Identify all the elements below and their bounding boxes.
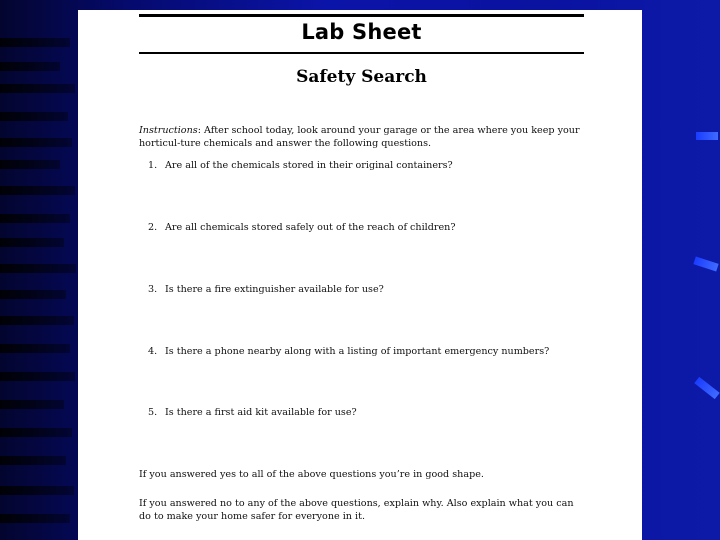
closing-no-paragraph: If you answered no to any of the above questions, explain why. Also explain what you can do to make your home safer for everyone in it. bbox=[139, 498, 574, 522]
background-accent bbox=[694, 377, 719, 399]
background-streak bbox=[0, 238, 64, 247]
background-streak bbox=[0, 514, 70, 523]
background-streak bbox=[0, 138, 72, 147]
question-text: Is there a fire extinguisher available for use? bbox=[165, 284, 384, 295]
question-number: 4. bbox=[148, 346, 158, 357]
title-bottom-rule bbox=[139, 52, 584, 54]
background-streak bbox=[0, 214, 70, 223]
background-streak bbox=[0, 400, 64, 409]
lab-sheet-page bbox=[78, 10, 642, 540]
instructions-paragraph bbox=[139, 124, 587, 150]
question-text: Are all chemicals stored safely out of the reach of children? bbox=[165, 222, 456, 233]
question-number: 3. bbox=[148, 284, 158, 295]
background-streak bbox=[0, 160, 60, 169]
background-streak bbox=[0, 456, 66, 465]
background-streak bbox=[0, 264, 76, 273]
background-streak bbox=[0, 290, 66, 299]
question-item bbox=[148, 159, 578, 172]
instructions-label: Instructions bbox=[139, 125, 198, 136]
question-text: Are all of the chemicals stored in their original containers? bbox=[165, 160, 453, 171]
instructions-text: : After school today, look around your garage or the area where you keep your horticul-ture chemicals and answer the following questions. bbox=[139, 125, 580, 149]
question-item bbox=[148, 345, 578, 358]
background-streak bbox=[0, 84, 75, 93]
title-top-rule bbox=[139, 14, 584, 17]
background-streak bbox=[0, 62, 60, 71]
background-streak bbox=[0, 316, 74, 325]
question-number: 5. bbox=[148, 407, 158, 418]
question-item bbox=[148, 221, 578, 234]
closing-yes-paragraph: If you answered yes to all of the above questions you’re in good shape. bbox=[139, 469, 484, 480]
background-accent bbox=[693, 256, 718, 271]
question-number: 2. bbox=[148, 222, 158, 233]
background-streak bbox=[0, 344, 70, 353]
background-streak bbox=[0, 372, 75, 381]
section-title: Safety Search bbox=[296, 67, 427, 87]
question-number: 1. bbox=[148, 160, 158, 171]
background-streak bbox=[0, 428, 72, 437]
question-item bbox=[148, 406, 578, 419]
question-text: Is there a first aid kit available for use? bbox=[165, 407, 357, 418]
background-streak bbox=[0, 486, 74, 495]
page-title: Lab Sheet bbox=[301, 20, 422, 44]
background-streak bbox=[0, 112, 68, 121]
background-streak bbox=[0, 186, 75, 195]
background-streak bbox=[0, 38, 70, 47]
background-accent bbox=[696, 132, 718, 140]
question-item bbox=[148, 283, 578, 296]
question-text: Is there a phone nearby along with a listing of important emergency numbers? bbox=[165, 346, 550, 357]
